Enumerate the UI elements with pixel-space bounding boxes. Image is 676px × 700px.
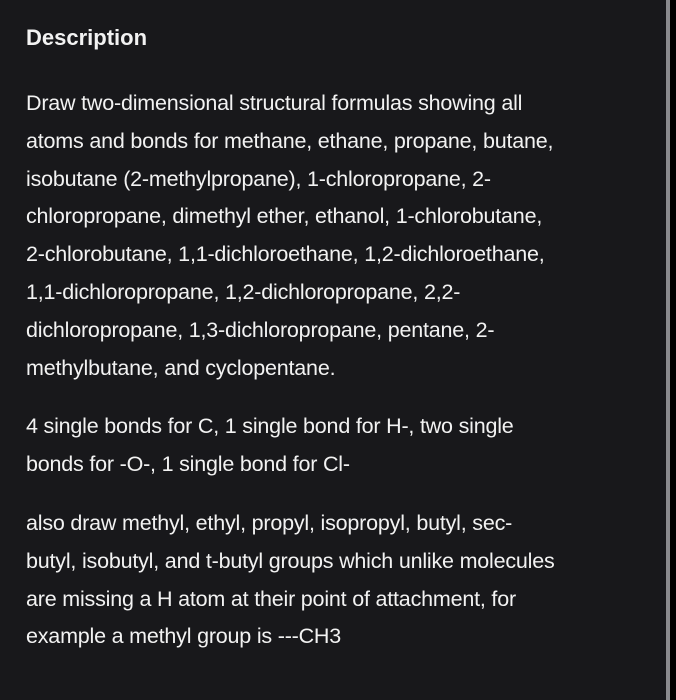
paragraph-groups [26,505,651,656]
paragraph-instructions [26,85,651,387]
text-line: bonds for -O-, 1 single bond for Cl- [26,452,350,477]
text-line: 1,1-dichloropropane, 1,2-dichloropropane, 2,2- [26,279,461,304]
description-heading: Description [26,25,148,50]
text-line: isobutane (2-methylpropane), 1-chloropropane, 2- [26,166,491,191]
text-line: 2-chlorobutane, 1,1-dichloroethane, 1,2-dichloroethane, [26,242,545,267]
vertical-scrollbar[interactable] [666,0,670,700]
text-line: dichloropropane, 1,3-dichloropropane, pentane, 2- [26,317,495,342]
text-line: Draw two-dimensional structural formulas showing all [26,91,523,115]
text-line: butyl, isobutyl, and t-butyl groups which unlike molecules [26,548,555,573]
text-line: are missing a H atom at their point of attachment, for [26,586,516,611]
text-line: chloropropane, dimethyl ether, ethanol, 1-chlorobutane, [26,204,543,229]
text-line: atoms and bonds for methane, ethane, propane, butane, [26,128,554,153]
paragraph-bond-rules [26,408,651,484]
text-line: also draw methyl, ethyl, propyl, isopropyl, butyl, sec- [26,510,513,535]
description-content [26,23,651,677]
text-line: methylbutane, and cyclopentane. [26,355,336,380]
text-line: 4 single bonds for C, 1 single bond for H-, two single [26,414,514,439]
text-line: example a methyl group is ---CH3 [26,624,342,649]
